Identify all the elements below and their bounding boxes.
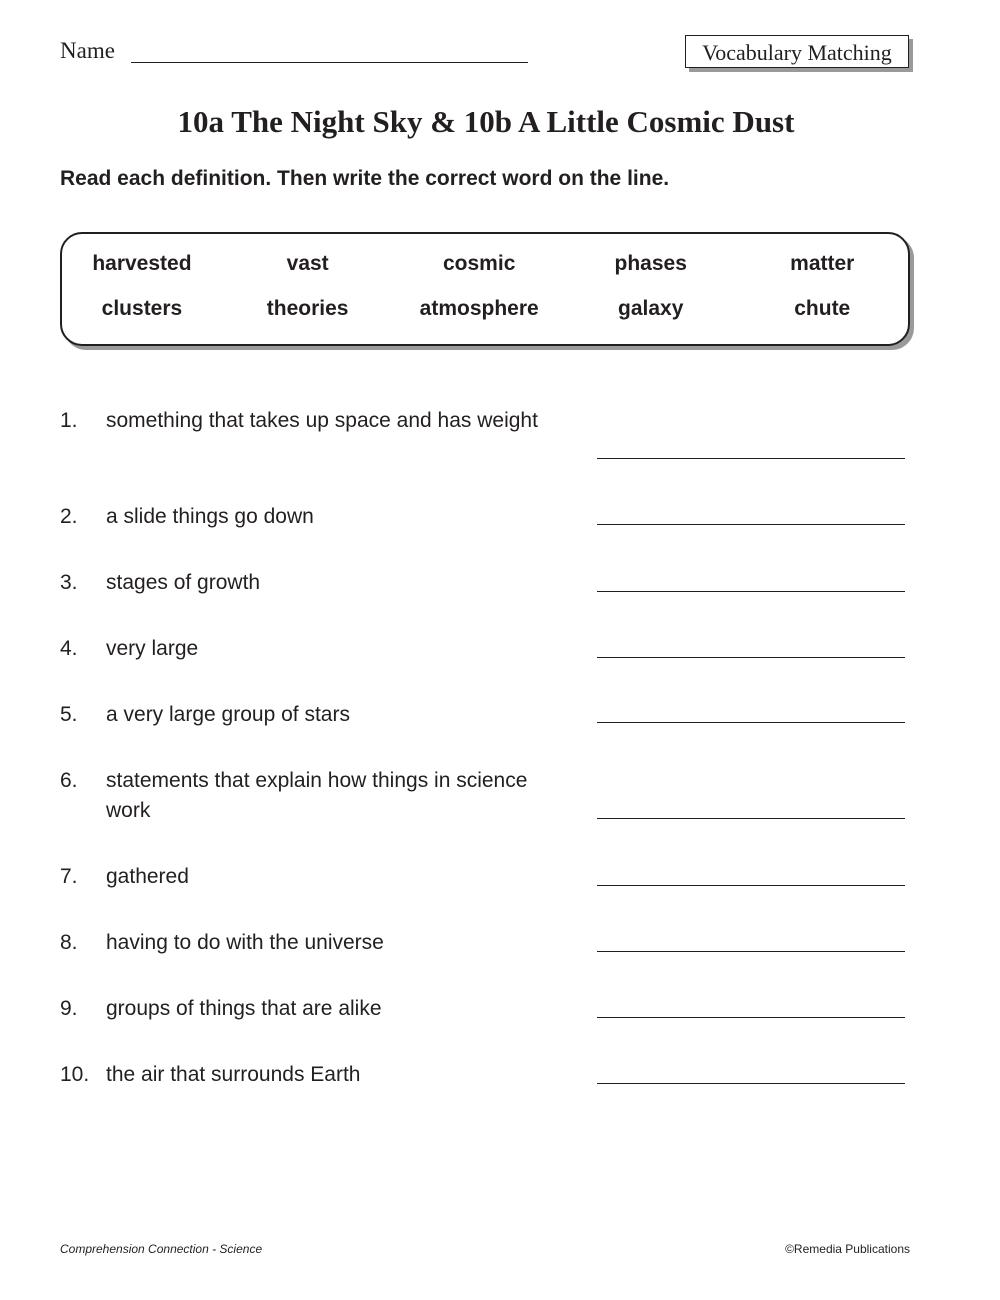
question-definition: having to do with the universe	[106, 931, 384, 954]
question-number: 1.	[60, 409, 78, 432]
page-title: 10a The Night Sky & 10b A Little Cosmic Dust	[177, 104, 795, 139]
name-label: Name	[60, 38, 115, 63]
word-bank-word: clusters	[101, 297, 183, 320]
answer-line[interactable]	[597, 1017, 905, 1018]
answer-line[interactable]	[597, 722, 905, 723]
question-number: 9.	[60, 997, 78, 1020]
word-bank	[60, 232, 910, 346]
word-bank-word: galaxy	[618, 297, 684, 320]
word-bank-word: matter	[790, 252, 855, 275]
question-number: 2.	[60, 505, 78, 528]
answer-line[interactable]	[597, 524, 905, 525]
question-definition: the air that surrounds Earth	[106, 1063, 361, 1086]
answer-line[interactable]	[597, 1083, 905, 1084]
footer-series: Comprehension Connection - Science	[60, 1242, 263, 1256]
worksheet-type-badge: Vocabulary Matching	[685, 35, 909, 68]
word-bank-word: harvested	[92, 252, 192, 275]
question-definition: gathered	[106, 865, 189, 888]
word-bank-row-1	[62, 252, 908, 276]
question-number: 10.	[60, 1063, 90, 1086]
word-bank-word: cosmic	[443, 252, 516, 275]
answer-line[interactable]	[597, 657, 905, 658]
question-number: 3.	[60, 571, 78, 594]
word-bank-word: atmosphere	[419, 297, 539, 320]
answer-line[interactable]	[597, 591, 905, 592]
word-bank-word: vast	[286, 252, 329, 275]
word-bank-word: theories	[266, 297, 349, 320]
question-definition: a slide things go down	[106, 505, 314, 528]
question-definition: stages of growth	[106, 571, 261, 594]
word-bank-row-2	[62, 297, 908, 321]
question-definition: something that takes up space and has weight	[106, 409, 538, 432]
question-definition: a very large group of stars	[106, 703, 350, 726]
question-definition: groups of things that are alike	[106, 997, 382, 1020]
word-bank-word: chute	[794, 297, 851, 320]
instructions: Read each definition. Then write the correct word on the line.	[60, 167, 670, 190]
question-definition: statements that explain how things in science work	[106, 769, 528, 822]
footer-copyright: ©Remedia Publications	[785, 1242, 910, 1256]
answer-line[interactable]	[597, 818, 905, 819]
word-bank-word: phases	[614, 252, 687, 275]
answer-line[interactable]	[597, 951, 905, 952]
question-number: 4.	[60, 637, 78, 660]
question-number: 7.	[60, 865, 78, 888]
answer-line[interactable]	[597, 885, 905, 886]
question-number: 5.	[60, 703, 78, 726]
answer-line[interactable]	[597, 458, 905, 459]
name-input-line[interactable]	[131, 62, 528, 63]
question-number: 8.	[60, 931, 78, 954]
question-number: 6.	[60, 769, 78, 792]
question-definition: very large	[106, 637, 199, 660]
